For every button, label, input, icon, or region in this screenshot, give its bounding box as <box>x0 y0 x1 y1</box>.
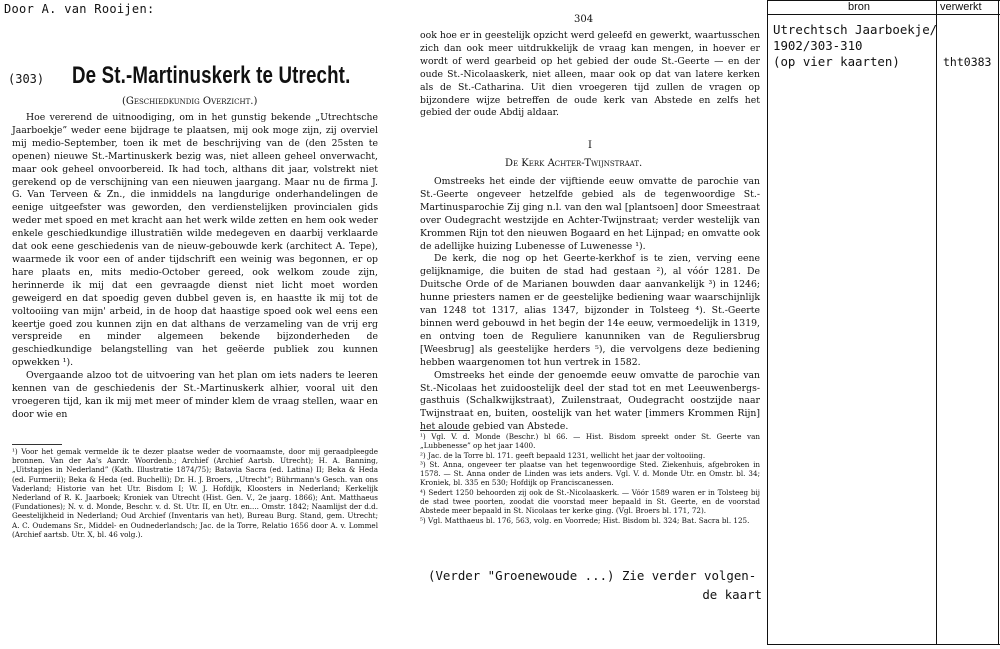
verwerkt-value: tht0383 <box>943 55 992 69</box>
section-title: De Kerk Achter-Twijnstraat. <box>505 158 643 169</box>
right-top-paragraph <box>420 30 760 120</box>
footnote: ¹) Vgl. V. d. Monde (Beschr.) bl 66. — Hist. Bisdom spreekt onder St. Geerte van „Lubbenesse” op het jaar 1400. <box>420 432 760 451</box>
footnote-divider <box>12 444 62 445</box>
paragraph-text: De kerk, die nog op het Geerte-kerkhof is te zien, verving eene gelijknamige, die buiten de stad had gestaan ²), al vóór 1281. De Duitsche Orde of de Marianen bouwden daar aanvankelijk ³) in 1246; hunne priesters namen er de geestelijke bediening waar waarschijnlijk van 1248 tot 1317, alias 1347, bijzonder in Tolsteeg ⁴). St.-Geerte binnen werd gebouwd in het begin der 14e eeuw, vermoedelijk in 1319, en ontving toen de Reguliere kanunniken van de Reguliersbrug [Weesbrug] als geestelijke herders ⁵), die vervolgens deze bediening hebben waargenomen tot hun vertrek in 1582. <box>420 253 760 368</box>
typed-continuation-note <box>428 566 762 604</box>
author-line: Door A. van Rooijen: <box>4 2 155 16</box>
paragraph-text: Omstreeks het einde der vijftiende eeuw omvatte de parochie van St.-Geerte ongeveer hetzelfde gebied als de tegenwoordige St.-Martinusparochie Zij ging n.l. van den wal [plantsoen] door Smeestraat over Oudegracht westzijde en Achter-Twijnstraat; verder westelijk van Krommen Rijn tot den nieuwen Bogaard en het Lijnpad; en omvatte ook de adellijke huizing Lubenesse of Luwenesse ¹). <box>420 176 760 252</box>
paragraph-text: Overgaande alzoo tot de uitvoering van het plan om iets naders te leeren kennen van de geschiedenis der St.-Martinuskerk alhier, vooral uit den vroegeren tijd, kan ik mij met meer of minder klem de vraag stellen, waar en door wie en <box>12 370 378 420</box>
continuation-line-1: (Verder "Groenewoude ...) Zie verder volgen- <box>428 568 757 583</box>
right-footnotes <box>420 432 760 525</box>
card-right-border <box>998 0 999 645</box>
footnote: ⁵) Vgl. Matthaeus bl. 176, 563, volg. en Voorrede; Hist. Bisdom bl. 324; Bat. Sacra bl. 125. <box>420 515 750 525</box>
card-left-border <box>767 0 768 645</box>
header-bron: bron <box>848 1 871 13</box>
header-verwerkt: verwerkt <box>940 1 982 13</box>
left-footnote: ¹) Voor het gemak vermelde ik te dezer plaatse weder de voornaamste, door mij geraadpleegde bronnen. Van der Aa's Aardr. Woordenb.; Archief (Archief Aartsb. Utrecht); H. A. Banning, „Uitstapjes in Nederland” (Kath. Illustratie 1874/75); Batavia Sacra (ed. Latina) II; Beka & Heda (ed. Furmerii); Beka & Heda (ed. Buchelli); Dr. H. J. Broers, „Utrecht”; Bührmann's Gesch. van ons Vaderland; Historie van het Utr. Bisdom I; W. J. Hofdijk, Kloosters in Nederland; Kerkelijk Nederland of R. K. Jaarboek; Kroniek van Utrecht (Hist. Gen. V., 2e jaarg. 1866); Ant. Matthaeus (Fundationes); N. v. d. Monde, Beschr. v. d. St. Utr. II, en Utr. en.... Omstr. 1842; Naamlijst der d.d. Geestelijkheid in Nederland; Oud Archief (Inventaris van het), Bureau Burg. Stand, gem. Utrecht; A. C. Oudemans Sr., Middel- en Oudnederlandsch; Jac. de la Torre, Relatio 1656 door A. v. Lommel (Archief aartsb. Utr. X, bl. 46 volg.). <box>12 447 378 539</box>
footnote: ⁴) Sedert 1250 behoorden zij ook de St.-Nicolaaskerk. — Vóór 1589 waren er in Tolsteeg bij de stad twee poorten, zoodat die voorstad meer bepaald in St. Geerte, en de voorstad Abstede meer bepaald in St. Nicolaas ter kerke ging. (Vgl. Broers bl. 171, 72). <box>420 487 760 516</box>
page-number: 304 <box>574 14 594 25</box>
left-paragraph-1 <box>12 112 378 370</box>
section-number: I <box>588 140 592 151</box>
right-body <box>420 176 760 434</box>
footnote: ²) Jac. de la Torre bl. 171. geeft bepaald 1231, wellicht het jaar der voltooiing. <box>420 450 706 460</box>
bron-value <box>773 22 943 70</box>
paragraph-text: Omstreeks het einde der genoemde eeuw omvatte de parochie van St.-Nicolaas het zuidoostelijk deel der stad tot en met Leeuwenbergs-gasthuis (Schalkwijkstraat), Zuilenstraat, Oudegracht oostzijde naar Twijnstraat en, buiten, oostelijk van het water [immers Krommen Rijn] het aloude gebied van Abstede. <box>420 369 760 433</box>
card-column-divider <box>936 0 937 645</box>
card-header-divider <box>767 14 1000 15</box>
article-subtitle: (Geschiedkundig Overzicht.) <box>122 96 258 107</box>
bron-line: (op vier kaarten) <box>773 54 900 69</box>
bron-line: Utrechtsch Jaarboekje/ <box>773 22 938 37</box>
article-title: De St.-Martinuskerk te Utrecht. <box>72 62 351 89</box>
card-bottom-border <box>767 644 1000 645</box>
continuation-line-2: de kaart <box>702 587 762 602</box>
bron-line: 1902/303-310 <box>773 38 863 53</box>
paragraph-text: Hoe vererend de uitnoodiging, om in het gunstig bekende „Utrechtsche Jaarboekje” weder eene bijdrage te plaatsen, mij ook moge zijn, zij overviel mij medio-September, toen ik met de beschrijving van de (den 25sten te openen) nieuwe St.-Martinuskerk bezig was, niet alleen geheel onverwacht, maar ook geheel onvoorbereid. Ik had toch, althans dit jaar, volstrekt niet gerekend op de verschijning van een nieuwen jaargang. Maar nu de firma J. G. Van Terveen & Zn., die inmiddels na langdurige onderhandelingen de eenige uitgeefster was geworden, den verdienstelijken provincialen gids weder met spoed en met kracht aan het werk wilde zetten en hem ook weder enkele geschiedkundige illustratiën wilde medegeven en daarbij verklaarde dat ook eene geschiedenis van de nieuw-gebouwde kerk (architect A. Tepe), waarmede ik voor een of ander tijdschrift een weinig was begonnen, er op hare plaats en, mits medio-October gereed, ook welkom zoude zijn, herinnerde ik mij dat een gevraagde dienst niet licht moet worden geweigerd en dat spoedig geven dubbel geven is, en haastte ik mij tot de voltooiing van mijn' arbeid, in de hoop dat haastige spoed ook wel eens een keertje goed zou kunnen zijn en dat althans de verzameling van de vrij erg verspreide en minder algemeen bekende bijzonderheden de geschiedkundige belangstelling van het geëerde publiek zou kunnen opwekken ¹). <box>12 112 378 369</box>
margin-page-note: (303) <box>8 72 45 86</box>
left-paragraph-2 <box>12 370 378 422</box>
footnote-divider <box>420 430 470 431</box>
paragraph-text: ook hoe er in geestelijk opzicht werd geleefd en gewerkt, waartusschen zich dan ook meer uitdrukkelijk de vraag kan mengen, in hoever er wordt of werd gearbeid op het gebied der oude St.-Geerte — en der oude St.-Nicolaaskerk, niet alleen, maar ook op dat van latere kerken als de St.-Catharina. Uit dien vroegeren tijd zullen de vragen op bijzondere wijze betreffen de oude kerk van Abstede en zelfs het gebied der oude Abdij aldaar. <box>420 30 760 119</box>
footnote: ³) St. Anna, ongeveer ter plaatse van het tegenwoordige Sted. Ziekenhuis, afgebroken in 1578. — St. Anna onder de Linden was iets anders. Vgl. V. d. Monde Utr. en Omstr. bl. 34; Kroniek, bl. 335 en 530; Hofdijk op Franciscanessen. <box>420 459 760 488</box>
